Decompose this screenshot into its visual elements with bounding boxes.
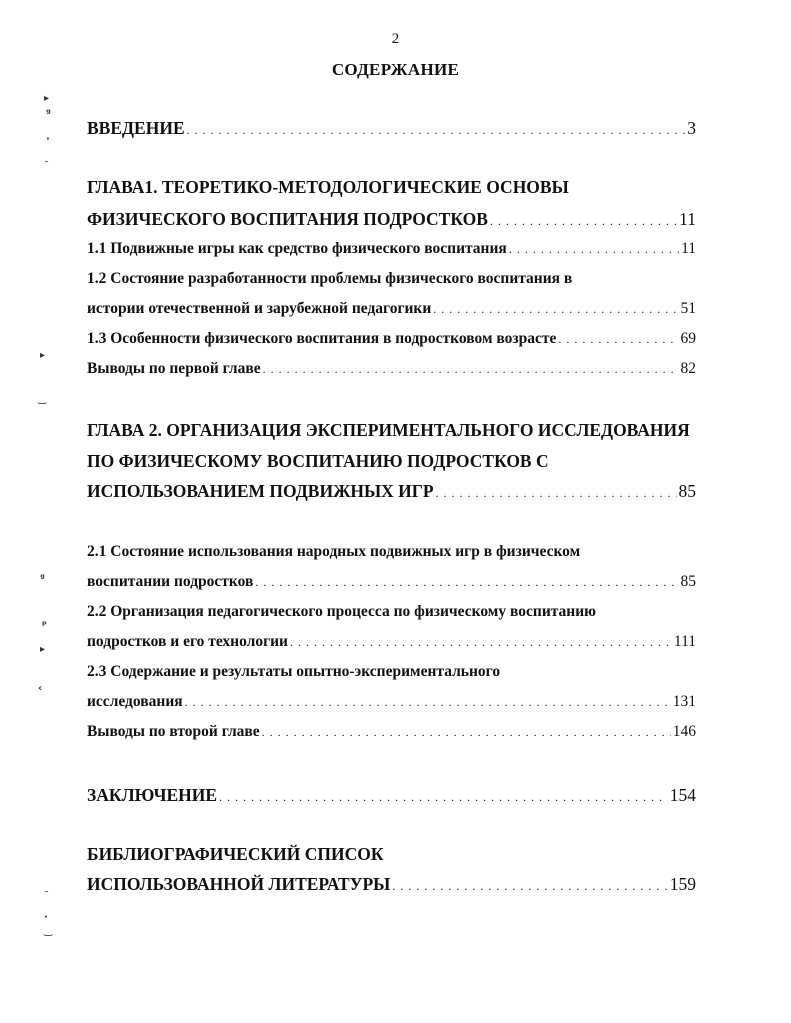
toc-leader-dots	[290, 633, 672, 651]
toc-entry-text: ВВЕДЕНИЕ	[87, 118, 185, 138]
scan-speck: ˷	[44, 152, 49, 163]
toc-entry-chapter1-line1	[87, 177, 696, 198]
scan-speck: ‿	[38, 394, 47, 405]
toc-entry-text: 1.2 Состояние разработанности проблемы физического воспитания в	[87, 270, 573, 287]
scan-speck: ▸	[44, 93, 50, 104]
scan-speck: ᵍ	[46, 108, 51, 119]
toc-leader-dots	[255, 573, 678, 591]
page-number: 2	[391, 31, 400, 47]
toc-entry-section-2-3-line1	[87, 663, 696, 681]
toc-entry-text: исследования	[87, 693, 183, 710]
scan-speck: ▸	[40, 350, 46, 361]
toc-entry-text: подростков и его технологии	[87, 633, 288, 650]
toc-entry-page: 11	[681, 240, 696, 257]
toc-leader-dots	[558, 330, 678, 348]
scan-speck: ˷	[44, 882, 49, 893]
toc-entry-text: истории отечественной и зарубежной педагогики	[87, 300, 432, 317]
toc-entry-page: 159	[669, 874, 696, 894]
scan-speck: ‹	[38, 683, 43, 694]
toc-entry-bibliography-line2	[87, 874, 696, 895]
toc-entry-text: 2.3 Содержание и результаты опытно-экспериментального	[87, 663, 501, 680]
toc-entry-section-1-1	[87, 240, 696, 258]
toc-entry-page: 85	[680, 573, 696, 590]
scan-speck: ▸	[40, 644, 46, 655]
toc-entry-section-2-1-line1	[87, 543, 696, 561]
toc-entry-text: ИСПОЛЬЗОВАННОЙ ЛИТЕРАТУРЫ	[87, 874, 391, 894]
toc-entry-text: ГЛАВА1. ТЕОРЕТИКО-МЕТОДОЛОГИЧЕСКИЕ ОСНОВЫ	[87, 177, 569, 197]
toc-leader-dots	[509, 240, 679, 258]
toc-entry-text: Выводы по второй главе	[87, 723, 260, 740]
toc-entry-text: ЗАКЛЮЧЕНИЕ	[87, 785, 218, 805]
toc-leader-dots	[219, 785, 668, 806]
toc-entry-chapter1-line2	[87, 209, 696, 230]
toc-entry-text: ПО ФИЗИЧЕСКОМУ ВОСПИТАНИЮ ПОДРОСТКОВ С	[87, 451, 549, 471]
toc-entry-text: 1.1 Подвижные игры как средство физического воспитания	[87, 240, 507, 257]
scan-speck: ᵖ	[42, 620, 47, 631]
toc-leader-dots	[490, 209, 677, 230]
toc-entry-page: 111	[673, 633, 696, 650]
toc-entry-conclusions-ch1	[87, 360, 696, 378]
toc-entry-page: 85	[678, 481, 696, 501]
toc-entry-section-1-3	[87, 330, 696, 348]
toc-leader-dots	[263, 360, 679, 378]
toc-entry-bibliography-line1	[87, 844, 696, 865]
toc-entry-page: 146	[672, 723, 696, 740]
scan-speck: ‿	[44, 926, 53, 937]
page-title: СОДЕРЖАНИЕ	[331, 60, 460, 79]
toc-entry-chapter2-line3	[87, 481, 696, 502]
toc-entry-section-2-1-line2	[87, 573, 696, 591]
toc-leader-dots	[392, 874, 667, 895]
scan-speck: ·	[44, 912, 48, 923]
toc-entry-intro	[87, 118, 696, 139]
toc-entry-text: БИБЛИОГРАФИЧЕСКИЙ СПИСОК	[87, 844, 384, 864]
scan-speck: ᵍ	[40, 573, 45, 584]
toc-entry-text: ФИЗИЧЕСКОГО ВОСПИТАНИЯ ПОДРОСТКОВ	[87, 209, 488, 229]
toc-entry-page: 82	[680, 360, 696, 377]
toc-leader-dots	[436, 481, 677, 502]
toc-entry-text: 2.2 Организация педагогического процесса по физическому воспитанию	[87, 603, 597, 620]
toc-entry-page: 69	[680, 330, 696, 347]
toc-entry-section-1-2-line1	[87, 270, 696, 288]
toc-leader-dots	[262, 723, 671, 741]
toc-entry-text: 2.1 Состояние использования народных подвижных игр в физическом	[87, 543, 581, 560]
toc-entry-section-2-2-line1	[87, 603, 696, 621]
toc-entry-chapter2-line2	[87, 451, 696, 472]
toc-entry-page: 131	[672, 693, 696, 710]
toc-entry-page: 51	[680, 300, 696, 317]
scan-speck: ·	[46, 134, 50, 145]
toc-entry-text: ИСПОЛЬЗОВАНИЕМ ПОДВИЖНЫХ ИГР	[87, 481, 434, 501]
toc-entry-conclusions-ch2	[87, 723, 696, 741]
toc-entry-page: 11	[679, 209, 696, 229]
toc-entry-page: 154	[669, 785, 696, 805]
toc-entry-section-2-3-line2	[87, 693, 696, 711]
toc-entry-section-2-2-line2	[87, 633, 696, 651]
toc-entry-text: воспитании подростков	[87, 573, 254, 590]
toc-leader-dots	[187, 118, 686, 139]
toc-entry-page: 3	[687, 118, 696, 138]
toc-entry-text: ГЛАВА 2. ОРГАНИЗАЦИЯ ЭКСПЕРИМЕНТАЛЬНОГО ИССЛЕДОВАНИЯ	[87, 420, 690, 440]
toc-entry-text: Выводы по первой главе	[87, 360, 261, 377]
toc-entry-conclusion	[87, 785, 696, 806]
toc-entry-section-1-2-line2	[87, 300, 696, 318]
toc-leader-dots	[433, 300, 678, 318]
toc-entry-chapter2-line1	[87, 420, 696, 441]
toc-entry-text: 1.3 Особенности физического воспитания в подростковом возрасте	[87, 330, 557, 347]
toc-leader-dots	[185, 693, 671, 711]
